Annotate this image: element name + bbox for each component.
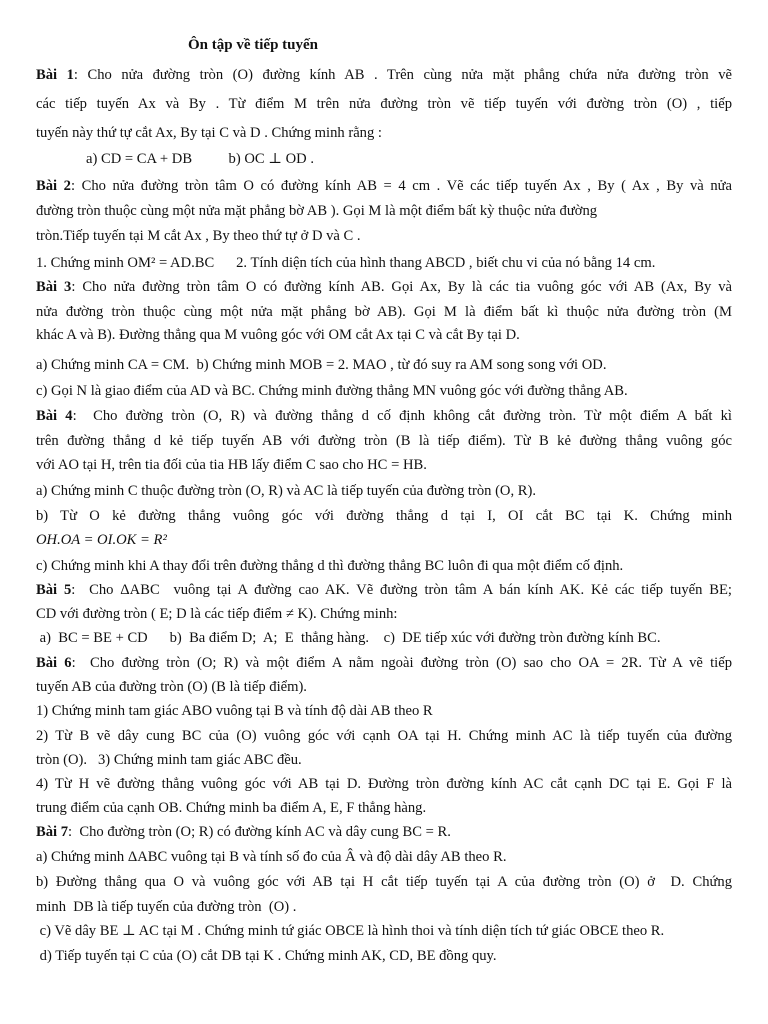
problem-6-line-6: 4) Từ H vẽ đường thẳng vuông góc với AB tại D. Đường tròn đường kính AC cắt cạnh DC tại E. Gọi F là [36,776,732,792]
problem-3-line-1: Bài 3: Cho nửa đường tròn tâm O có đường kính AB. Gọi Ax, By là các tia vuông góc với AB (Ax, By và [36,279,732,295]
problem-1-label: Bài 1 [36,67,74,83]
problem-7-line-5: c) Vẽ dây BE ⊥ AC tại M . Chứng minh tứ giác OBCE là hình thoi và tính diện tích tứ giác OBCE theo R. [36,923,665,939]
problem-1-line-2: các tiếp tuyến Ax và By . Từ điểm M trên nửa đường tròn vẽ tiếp tuyến với đường tròn (O) , tiếp [36,96,732,112]
problem-2-line-1: Bài 2: Cho nửa đường tròn tâm O có đường kính AB = 4 cm . Vẽ các tiếp tuyến Ax , By ( Ax , By và nửa [36,178,732,194]
problem-4-line-7: c) Chứng minh khi A thay đổi trên đường thẳng d thì đường thẳng BC luôn đi qua một điểm cố định. [36,558,624,574]
problem-3-line-3: khác A và B). Đường thẳng qua M vuông góc với OM cắt Ax tại C và cắt By tại D. [36,327,520,343]
problem-1-line-1: Bài 1: Cho nửa đường tròn (O) đường kính AB . Trên cùng nửa mặt phẳng chứa nửa đường tròn vẽ [36,67,732,83]
problem-4-label: Bài 4 [36,408,73,424]
problem-7-line-3: b) Đường thẳng qua O và vuông góc với AB tại H cắt tiếp tuyến tại A của đường tròn (O) ở D. Chứng [36,874,732,890]
problem-7-label: Bài 7 [36,824,69,840]
problem-5-label: Bài 5 [36,582,72,598]
problem-7-line-6: d) Tiếp tuyến tại C của (O) cắt DB tại K . Chứng minh AK, CD, BE đồng quy. [36,948,497,964]
problem-7-line-2: a) Chứng minh ΔABC vuông tại B và tính số đo của Â và độ dài dây AB theo R. [36,849,507,865]
problem-3-line-2: nửa đường tròn thuộc cùng một nửa mặt phẳng bờ AB). Gọi M là điểm bất kì thuộc nửa đường tròn (M [36,304,732,320]
problem-6-line-5: tròn (O). 3) Chứng minh tam giác ABC đều. [36,752,302,768]
problem-6-line-4: 2) Từ B vẽ dây cung BC của (O) vuông góc với cạnh OA tại H. Chứng minh AC là tiếp tuyến của đường [36,728,732,744]
problem-2-line-4: 1. Chứng minh OM² = AD.BC 2. Tính diện tích của hình thang ABCD , biết chu vi của nó bằng 14 cm. [36,255,656,271]
problem-6-line-7: trung điểm của cạnh OB. Chứng minh ba điểm A, E, F thẳng hàng. [36,800,427,816]
problem-5-line-2: CD với đường tròn ( E; D là các tiếp điểm ≠ K). Chứng minh: [36,606,398,622]
problem-4-line-5: b) Từ O kẻ đường thẳng vuông góc với đường thẳng d tại I, OI cắt BC tại K. Chứng minh [36,508,732,524]
problem-4-line-3: với AO tại H, trên tia đối của tia HB lấy điểm C sao cho HC = HB. [36,457,427,473]
page-title: Ôn tập về tiếp tuyến [188,37,319,53]
problem-1-line-4: a) CD = CA + DB b) OC ⊥ OD . [86,151,315,167]
problem-3-line-4: a) Chứng minh CA = CM. b) Chứng minh MOB = 2. MAO , từ đó suy ra AM song song với OD. [36,357,607,373]
problem-1-line-3: tuyến này thứ tự cắt Ax, By tại C và D . Chứng minh rằng : [36,125,382,141]
problem-7-line-4: minh DB là tiếp tuyến của đường tròn (O) . [36,899,297,915]
problem-6-line-1: Bài 6: Cho đường tròn (O; R) và một điểm A nằm ngoài đường tròn (O) sao cho OA = 2R. Từ A vẽ tiếp [36,655,732,671]
problem-5-line-3: a) BC = BE + CD b) Ba điểm D; A; E thẳng hàng. c) DE tiếp xúc với đường tròn đường kính BC. [36,630,661,646]
problem-4-line-2: trên đường thẳng d kẻ tiếp tuyến AB với đường tròn (B là tiếp điểm). Từ B kẻ đường thẳng vuông góc [36,433,732,449]
problem-4-line-6: OH.OA = OI.OK = R² [36,532,167,548]
problem-2-line-3: tròn.Tiếp tuyến tại M cắt Ax , By theo thứ tự ở D và C . [36,228,361,244]
problem-3-label: Bài 3 [36,279,72,295]
problem-2-label: Bài 2 [36,178,71,194]
problem-5-line-1: Bài 5: Cho ΔABC vuông tại A đường cao AK. Vẽ đường tròn tâm A bán kính AK. Kẻ các tiếp tuyến BE; [36,582,732,598]
problem-4-line-1: Bài 4: Cho đường tròn (O, R) và đường thẳng d cố định không cắt đường tròn. Từ một điểm A bất kì [36,408,732,424]
problem-6-line-3: 1) Chứng minh tam giác ABO vuông tại B và tính độ dài AB theo R [36,703,433,719]
problem-6-line-2: tuyến AB của đường tròn (O) (B là tiếp điểm). [36,679,307,695]
problem-7-line-1: Bài 7: Cho đường tròn (O; R) có đường kính AC và dây cung BC = R. [36,824,451,840]
problem-4-line-4: a) Chứng minh C thuộc đường tròn (O, R) và AC là tiếp tuyến của đường tròn (O, R). [36,483,537,499]
problem-3-line-5: c) Gọi N là giao điểm của AD và BC. Chứng minh đường thẳng MN vuông góc với đường thẳng AB. [36,383,628,399]
problem-6-label: Bài 6 [36,655,72,671]
problem-2-line-2: đường tròn thuộc cùng một nửa mặt phẳng bờ AB ). Gọi M là một điểm bất kỳ thuộc nửa đường [36,203,598,219]
